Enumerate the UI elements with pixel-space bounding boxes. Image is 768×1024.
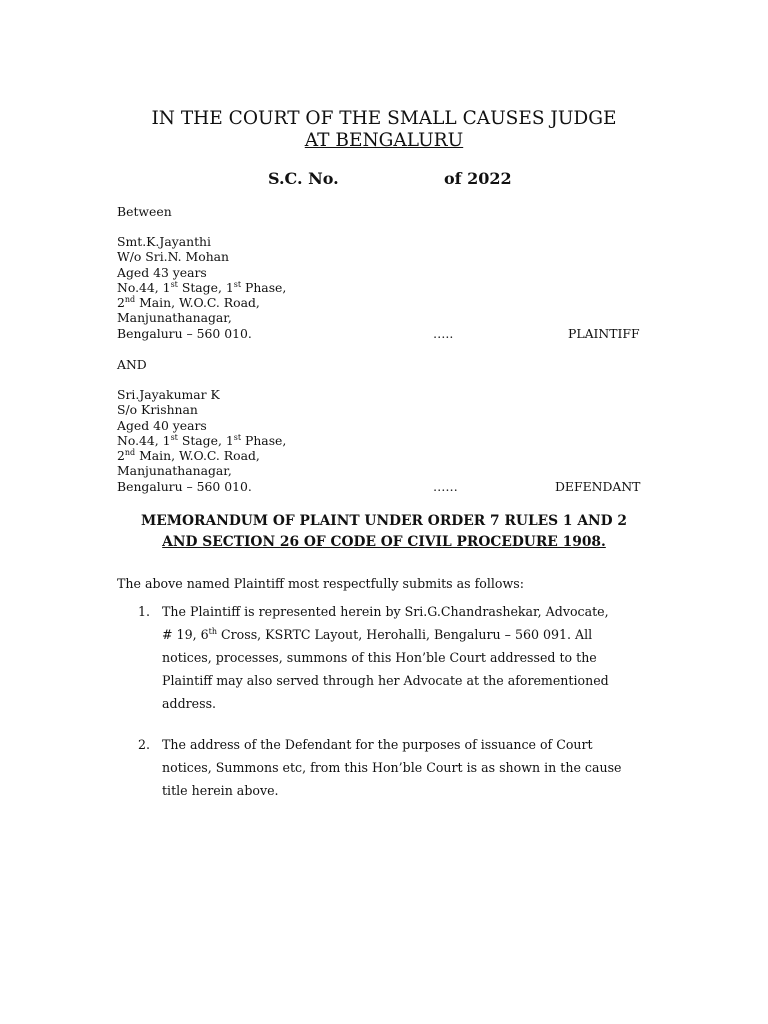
item-number: 1. (138, 604, 151, 619)
item-text-line: Plaintiff may also served through her Advocate at the aforementioned (162, 673, 609, 688)
court-heading-line2 (0, 130, 768, 151)
item-text-line: notices, Summons etc, from this Hon’ble Court is as shown in the cause (162, 760, 622, 775)
item-text-line: # 19, 6th Cross, KSRTC Layout, Herohalli, Bengaluru – 560 091. All (162, 626, 593, 642)
memorandum-heading-line1: MEMORANDUM OF PLAINT UNDER ORDER 7 RULES 1 AND 2 (140, 513, 628, 529)
defendant-address-block (117, 387, 286, 494)
defendant-address-line2: 2nd Main, W.O.C. Road, (117, 448, 260, 464)
plaintiff-address-line4: Bengaluru – 560 010. (117, 325, 252, 341)
defendant-address-line3: Manjunathanagar, (117, 463, 232, 479)
item-text-line: The address of the Defendant for the purposes of issuance of Court (162, 737, 593, 752)
item-text-line: title herein above. (162, 783, 279, 798)
plaintiff-address-line3: Manjunathanagar, (117, 310, 232, 326)
case-year: of 2022 (444, 169, 512, 188)
plaintiff-dots: ….. (433, 326, 454, 341)
defendant-age: Aged 40 years (117, 417, 207, 433)
defendant-address-line4: Bengaluru – 560 010. (117, 478, 252, 494)
plaintiff-name: Smt.K.Jayanthi (117, 234, 211, 249)
defendant-name: Sri.Jayakumar K (117, 387, 220, 402)
court-heading-line1: IN THE COURT OF THE SMALL CAUSES JUDGE (151, 108, 617, 129)
memorandum-heading-line2: AND SECTION 26 OF CODE OF CIVIL PROCEDURE 1908. (162, 534, 606, 550)
between-label: Between (117, 204, 172, 219)
defendant-address-line1: No.44, 1st Stage, 1st Phase, (117, 432, 287, 448)
and-label: AND (117, 357, 147, 372)
intro-paragraph: The above named Plaintiff most respectfully submits as follows: (117, 576, 524, 591)
plaintiff-age: Aged 43 years (117, 264, 207, 280)
case-number-label: S.C. No. (268, 169, 339, 188)
defendant-role: DEFENDANT (555, 479, 641, 494)
plaintiff-address-block (117, 234, 286, 341)
item-text-line: The Plaintiff is represented herein by Sri.G.Chandrashekar, Advocate, (162, 604, 609, 619)
item-text-line: notices, processes, summons of this Hon’ble Court addressed to the (162, 650, 597, 665)
item-text-line: address. (162, 696, 217, 711)
plaintiff-relation: W/o Sri.N. Mohan (117, 249, 230, 265)
plaintiff-address-line2: 2nd Main, W.O.C. Road, (117, 295, 260, 311)
plaintiff-address-line1: No.44, 1st Stage, 1st Phase, (117, 279, 287, 295)
item-number: 2. (138, 737, 151, 752)
court-location: AT BENGALURU (304, 130, 464, 151)
defendant-relation: S/o Krishnan (117, 402, 198, 418)
plaintiff-role: PLAINTIFF (568, 326, 640, 341)
defendant-dots: …… (433, 479, 458, 494)
